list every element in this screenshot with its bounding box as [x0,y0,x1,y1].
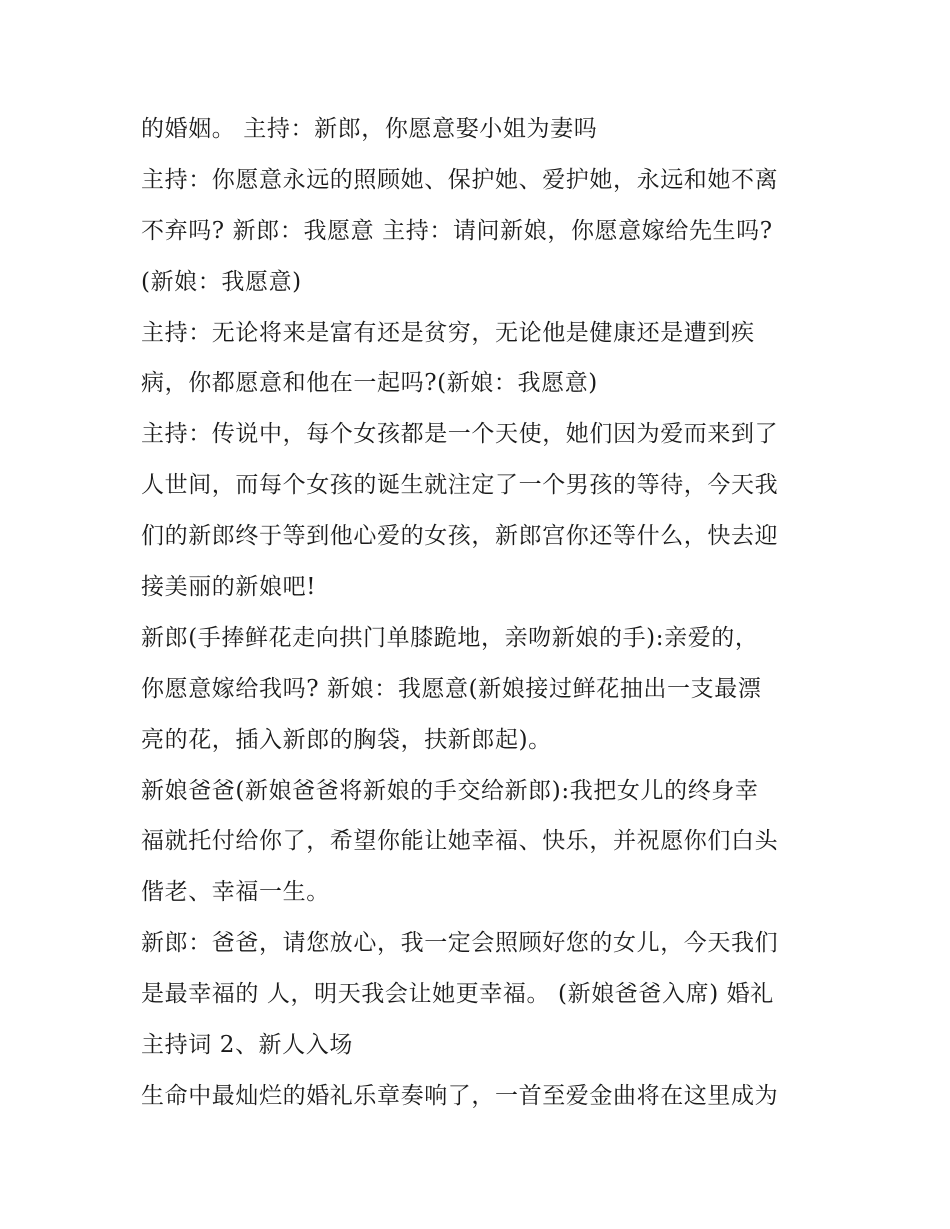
text-line: 福就托付给你了，希望你能让她幸福、快乐，并祝愿你们白头 [141,828,779,855]
text-line: 人世间，而每个女孩的诞生就注定了一个男孩的等待，今天我 [141,472,779,499]
text-line: 偕老、幸福一生。 [141,879,330,906]
text-line: 病，你都愿意和他在一起吗?(新娘：我愿意) [141,370,598,397]
text-line: 新郎：爸爸，请您放心，我一定会照顾好您的女儿，今天我们 [141,930,779,957]
document-body [141,104,831,1122]
text-line: 主持：传说中，每个女孩都是一个天使，她们因为爱而来到了 [141,421,779,448]
text-line: 接美丽的新娘吧! [141,574,317,601]
text-line: 的婚姻。 主持：新郎，你愿意娶小姐为妻吗 [141,116,598,142]
text-line: 主持词 2、新人入场 [141,1032,353,1059]
text-line: 生命中最灿烂的婚礼乐章奏响了，一首至爱金曲将在这里成为 [141,1082,779,1109]
text-line: (新娘：我愿意) [141,268,302,295]
text-line: 是最幸福的 人，明天我会让她更幸福。 (新娘爸爸入席) 婚礼 [141,981,774,1008]
text-line: 主持：你愿意永远的照顾她、保护她、爱护她，永远和她不离 [141,166,779,193]
text-line: 新娘爸爸(新娘爸爸将新娘的手交给新郎):我把女儿的终身幸 [141,777,759,804]
text-line: 亮的花，插入新郎的胸袋，扶新郎起)。 [141,726,552,753]
text-line: 你愿意嫁给我吗? 新娘：我愿意(新娘接过鲜花抽出一支最漂 [141,675,762,702]
text-line: 们的新郎终于等到他心爱的女孩，新郎宫你还等什么，快去迎 [141,523,779,550]
text-line: 新郎(手捧鲜花走向拱门单膝跪地，亲吻新娘的手):亲爱的， [141,624,759,651]
text-line: 主持：无论将来是富有还是贫穷，无论他是健康还是遭到疾 [141,319,755,346]
text-line: 不弃吗? 新郎：我愿意 主持：请问新娘，你愿意嫁给先生吗? [141,217,773,244]
